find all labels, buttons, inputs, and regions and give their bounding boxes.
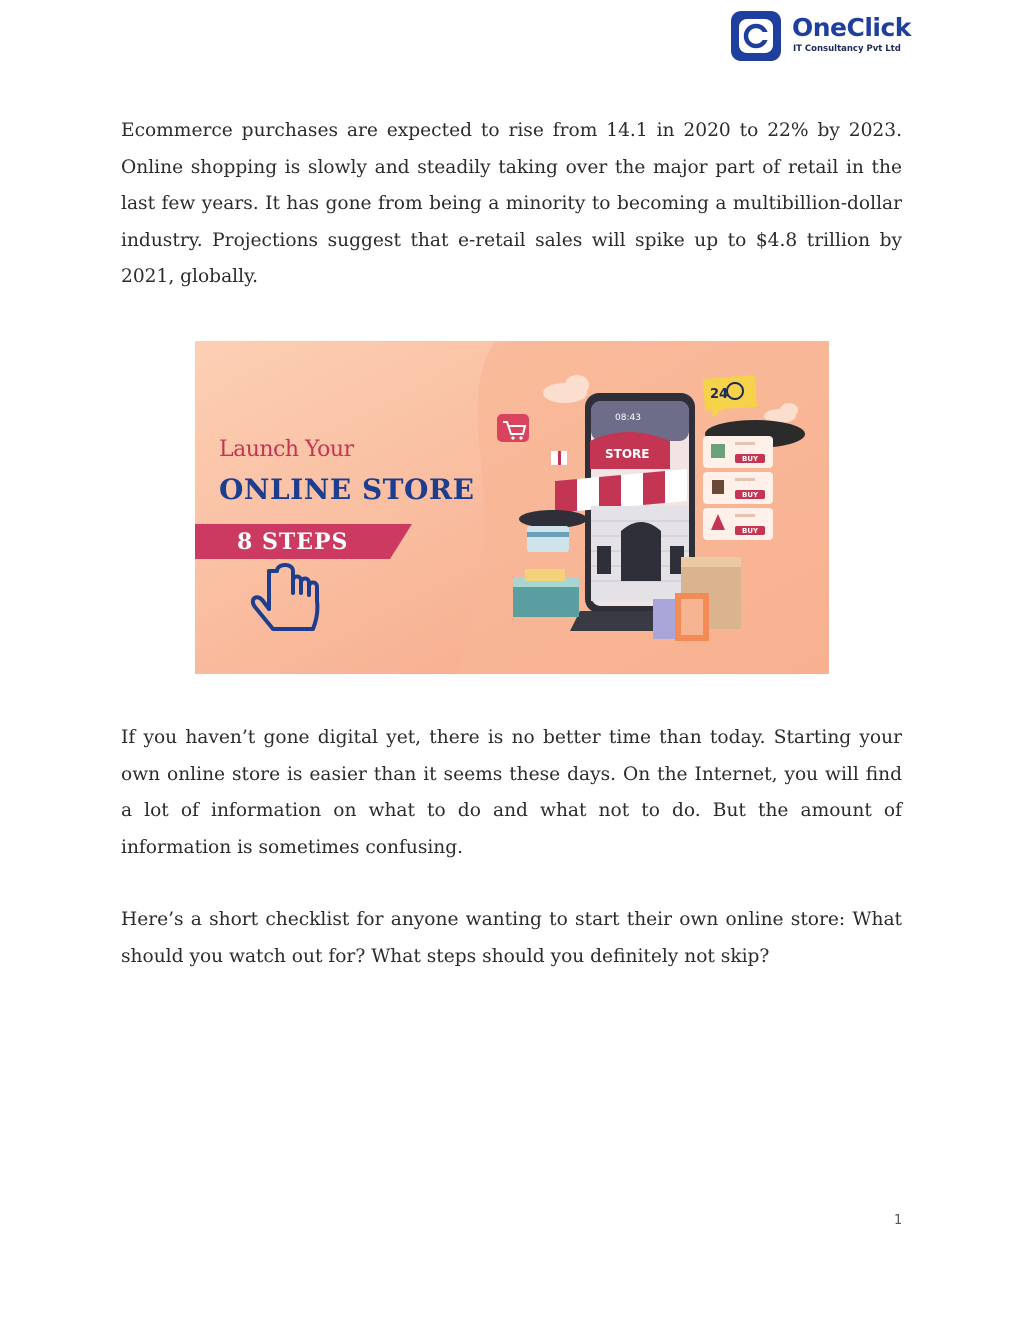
online-store-banner (195, 341, 829, 674)
product-cards (703, 436, 773, 540)
buy-label: BUY (742, 491, 759, 499)
banner-illustration (195, 341, 829, 674)
buy-label: BUY (742, 527, 759, 535)
company-logo (731, 11, 911, 63)
gift-icon (551, 451, 567, 465)
shopping-cart-icon (497, 414, 529, 442)
banner-steps-label: 8 STEPS (237, 529, 349, 555)
logo-subtitle: IT Consultancy Pvt Ltd (793, 44, 901, 54)
buy-label: BUY (742, 455, 759, 463)
c-letter-logo-icon (731, 11, 781, 61)
banner-title-line2: ONLINE STORE (219, 473, 475, 506)
phone-time: 08:43 (615, 413, 641, 423)
digital-paragraph: If you haven’t gone digital yet, there is no better time than today. Starting your own online store is easier than it seems these days. On the Internet, you will find a lot of information on what to do and what not to do. But the amount of information is sometimes confusing. (121, 727, 902, 858)
intro-paragraph: Ecommerce purchases are expected to rise from 14.1 in 2020 to 22% by 2023. Online shopping is slowly and steadily taking over the major part of retail in the last few years. It has gone from being a minority to becoming a multibillion-dollar industry. Projections suggest that e-retail sales will spike up to $4.8 trillion by 2021, globally. (121, 120, 902, 287)
page-number: 1 (894, 1213, 903, 1228)
banner-title-line1: Launch Your (219, 437, 354, 462)
hours-badge-text: 24 (710, 387, 729, 402)
logo-name: OneClick (792, 13, 911, 42)
checklist-paragraph: Here’s a short checklist for anyone wanting to start their own online store: What should you watch out for? What steps should you definitely not skip? (121, 909, 902, 967)
store-sign: STORE (605, 447, 650, 461)
